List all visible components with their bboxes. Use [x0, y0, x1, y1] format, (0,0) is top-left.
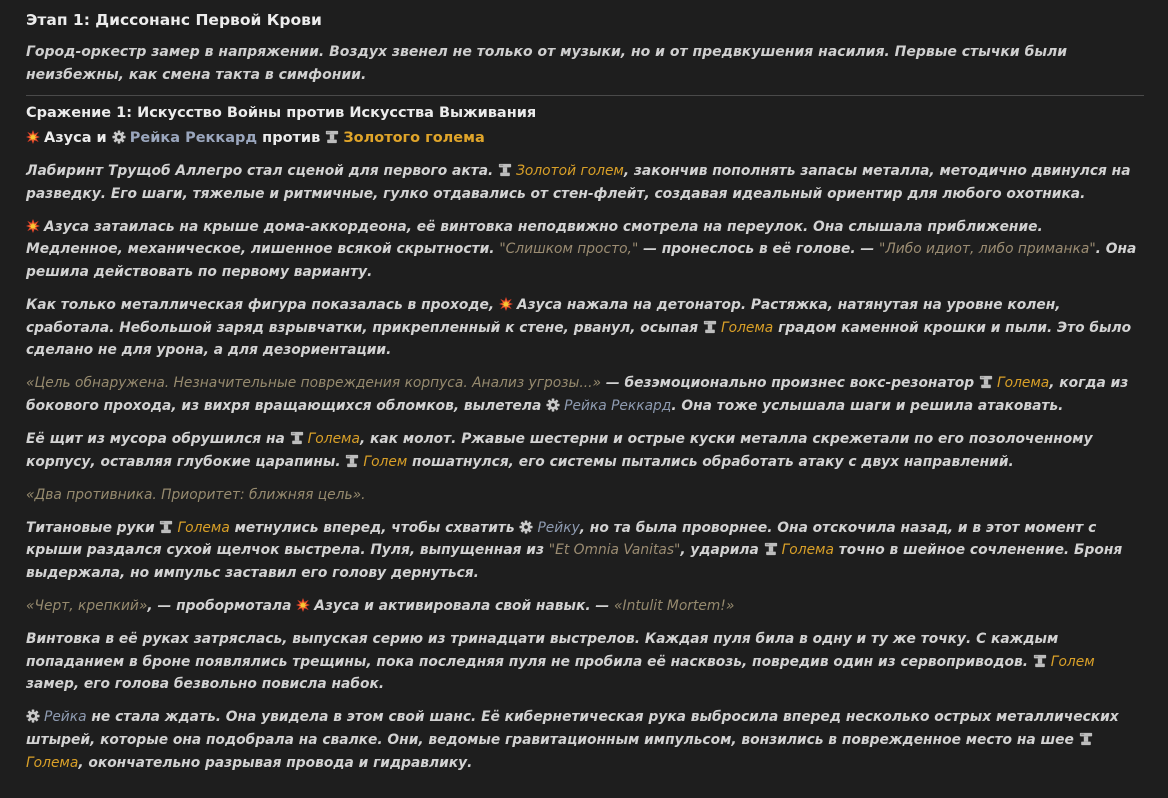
reyka-name: Рейку — [537, 519, 580, 536]
text: Как только металлическая фигура показалась в проходе, — [26, 296, 495, 313]
and-word: и — [96, 130, 107, 146]
azusa-name: Азуса — [44, 130, 92, 146]
anvil-icon — [1033, 654, 1047, 668]
text: Её щит из мусора обрушился на — [26, 430, 285, 447]
stage-title: Этап 1: Диссонанс Первой Крови — [26, 11, 322, 29]
versus-word: против — [262, 130, 321, 146]
reyka-name: Рейка — [44, 709, 87, 726]
text: точно в шейное сочленение. Броня выдержала, но импульс заставил его голову дернуться. — [26, 542, 1123, 581]
text: замер, его голова безвольно повисла набок. — [26, 676, 385, 693]
quote: "Слишком просто," — [499, 241, 639, 258]
gear-icon — [546, 398, 560, 412]
golem-name: Голема — [307, 430, 360, 447]
anvil-icon — [290, 431, 304, 445]
text: . Она тоже услышала шаги и решила атаковать. — [671, 397, 1064, 414]
quote: "Либо идиот, либо приманка" — [879, 241, 1096, 258]
text: , как молот. Ржавые шестерни и острые куски металла скрежетали по его позолоченному корпусу, оставляя глубокие царапины. — [26, 430, 1093, 470]
text: — пронеслось в её голове. — — [643, 241, 875, 258]
text: нажала на детонатор. Растяжка, натянутая на уровне колен, сработала. Небольшой заряд взрывчатки, прикрепленный к стене, рванул, осыпая — [26, 296, 1061, 336]
speech: «Два противника. Приоритет: ближняя цель». — [26, 486, 366, 503]
anvil-icon — [345, 454, 359, 468]
anvil-icon — [703, 320, 717, 334]
reyka-name: Рейка Реккард — [129, 130, 258, 146]
anvil-icon — [325, 130, 339, 144]
explosion-icon — [26, 219, 40, 233]
speech: «Цель обнаружена. Незначительные повреждения корпуса. Анализ угрозы...» — [26, 375, 602, 392]
gear-icon — [519, 520, 533, 534]
golem-name: Голема — [781, 542, 834, 559]
paragraph-4 — [26, 372, 1144, 417]
text: , — пробормотала — [147, 598, 292, 614]
quote: "Et Omnia Vanitas" — [548, 542, 681, 559]
paragraph-7 — [26, 517, 1144, 585]
text: Титановые руки — [26, 519, 155, 536]
intro-text: Город-оркестр замер в напряжении. Воздух звенел не только от музыки, но и от предвкушения насилия. Первые стычки были неизбежны, как смена такта в симфонии. — [26, 44, 1068, 83]
speech: «Intulit Mortem!» — [613, 598, 735, 614]
text: метнулись вперед, чтобы схватить — [234, 519, 515, 536]
reyka-name: Рейка Реккард — [564, 397, 672, 414]
text: и активировала свой навык. — — [364, 598, 610, 614]
anvil-icon — [1079, 732, 1093, 746]
anvil-icon — [159, 520, 173, 534]
text: , закончив пополнять запасы металла, методично двинулся на разведку. Его шаги, тяжелые и ритмичные, гулко отдавались от стен-флейт, создавая идеальный ориентир для любого охотника. — [26, 163, 1131, 202]
golem-name: Голема — [177, 519, 230, 536]
text: , когда из бокового прохода, из вихря вращающихся обломков, вылетела — [26, 375, 1129, 414]
azusa-name: Азуса — [314, 598, 360, 614]
golem-name: Золотого голема — [343, 130, 485, 146]
anvil-icon — [498, 163, 512, 177]
golem-name: Голем — [1050, 653, 1095, 670]
golem-name: Голем — [363, 453, 408, 470]
matchup-line — [26, 128, 1144, 148]
azusa-name: Азуса — [516, 296, 563, 313]
text: — безэмоционально произнес вокс-резонатор — [605, 375, 975, 392]
paragraph-10 — [26, 706, 1144, 774]
battle-title: Сражение 1: Искусство Войны против Искусства Выживания — [26, 105, 537, 121]
anvil-icon — [979, 375, 993, 389]
explosion-icon — [499, 297, 513, 311]
explosion-icon — [296, 598, 310, 612]
paragraph-9 — [26, 628, 1144, 696]
divider — [26, 95, 1144, 96]
paragraph-1 — [26, 160, 1144, 205]
azusa-name: Азуса — [44, 218, 90, 235]
golem-name: Голема — [26, 754, 79, 771]
text: не стала ждать. Она увидела в этом свой шанс. Её кибернетическая рука выбросила вперед несколько острых металлических штырей, которые она подобрала на свалке. Они, ведомые гравитационным импульсом, вонзились в поврежденное место на шее — [26, 709, 1119, 748]
paragraph-2 — [26, 216, 1144, 284]
golem-name: Голема — [996, 375, 1050, 392]
text: градом каменной крошки и пыли. Это было сделано не для урона, а для дезориентации. — [26, 319, 1132, 359]
golem-name: Золотой голем — [516, 163, 624, 179]
text: пошатнулся, его системы пытались обработать атаку с двух направлений. — [412, 453, 1014, 470]
paragraph-6 — [26, 484, 1144, 507]
text: Винтовка в её руках затряслась, выпуская серию из тринадцати выстрелов. Каждая пуля била в одну и ту же точку. С каждым попаданием в броне появлялись трещины, пока последняя пуля не пробила её насквозь, повредив один из сервоприводов. — [26, 631, 1059, 670]
paragraph-8 — [26, 595, 1144, 618]
paragraph-5 — [26, 428, 1144, 473]
speech: «Черт, крепкий» — [26, 598, 148, 614]
golem-name: Голема — [720, 319, 774, 336]
text: , ударила — [680, 542, 759, 559]
text: , окончательно разрывая провода и гидравлику. — [78, 754, 473, 771]
gear-icon — [26, 709, 40, 723]
anvil-icon — [764, 542, 778, 556]
gear-icon — [112, 130, 126, 144]
paragraph-3 — [26, 294, 1144, 362]
explosion-icon — [26, 130, 40, 144]
text: Лабиринт Трущоб Аллегро стал сценой для первого акта. — [26, 163, 494, 179]
text: затаилась на крыше дома-аккордеона, её винтовка неподвижно смотрела на переулок. Она слышала приближение. Медленное, механическое, лишенное всякой скрытности. — [26, 218, 1043, 258]
text: , но та была проворнее. Она отскочила назад, и в этот момент с крыши раздался сухой щелчок выстрела. Пуля, выпущенная из — [26, 519, 1097, 559]
text: . Она решила действовать по первому варианту. — [26, 241, 1137, 280]
